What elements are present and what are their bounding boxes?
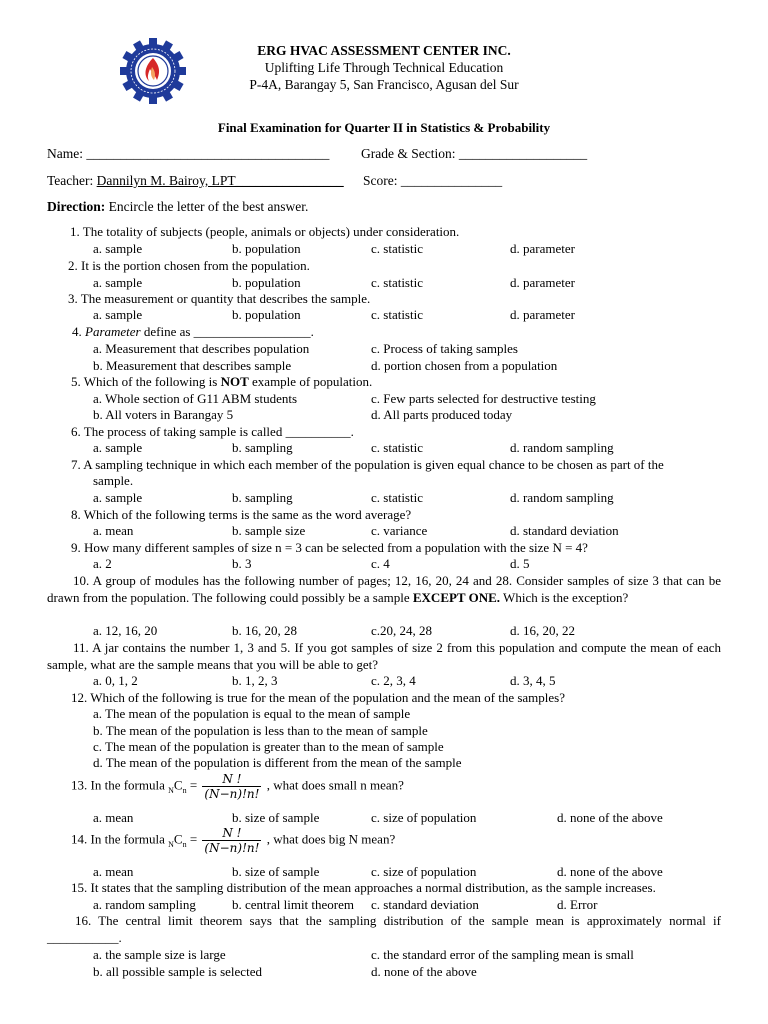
option[interactable]: c.20, 24, 28 bbox=[371, 623, 433, 638]
option[interactable]: c. size of population bbox=[371, 810, 477, 825]
option[interactable]: b. population bbox=[232, 241, 301, 256]
option[interactable]: d. parameter bbox=[510, 241, 575, 256]
question-2: 2. It is the portion chosen from the population. bbox=[68, 258, 310, 273]
combination-formula: $\frac{N !}{(N-n)!n!}$ bbox=[204, 772, 260, 801]
option[interactable]: a. sample bbox=[93, 440, 143, 455]
option[interactable]: b. central limit theorem bbox=[232, 897, 355, 912]
option[interactable]: c. Few parts selected for destructive testing bbox=[371, 391, 596, 406]
option[interactable]: b. all possible sample is selected bbox=[93, 964, 262, 979]
option[interactable]: b. 16, 20, 28 bbox=[232, 623, 297, 638]
option[interactable]: b. 3 bbox=[232, 556, 252, 571]
combination-formula: $\frac{N !}{(N-n)!n!}$ bbox=[204, 826, 260, 855]
options-4-row-2 bbox=[93, 358, 733, 375]
question-15: 15. It states that the sampling distribution of the mean approaches a normal distribution, as the sample increases. bbox=[71, 880, 656, 895]
option[interactable]: c. variance bbox=[371, 523, 428, 538]
options-5-row-2 bbox=[93, 407, 733, 424]
question-8: 8. Which of the following terms is the same as the word average? bbox=[71, 507, 412, 522]
question-12: 12. Which of the following is true for the mean of the population and the mean of the samples? bbox=[71, 690, 565, 705]
options-10 bbox=[93, 623, 733, 640]
question-5: 5. Which of the following is NOT example of population. bbox=[71, 374, 373, 389]
option[interactable]: b. population bbox=[232, 307, 301, 322]
option[interactable]: d. standard deviation bbox=[510, 523, 619, 538]
option[interactable]: c. the standard error of the sampling mean is small bbox=[371, 947, 634, 962]
organization-name: ERG HVAC ASSESSMENT CENTER INC. bbox=[257, 43, 511, 58]
address: P-4A, Barangay 5, San Francisco, Agusan del Sur bbox=[249, 77, 519, 92]
question-3: 3. The measurement or quantity that describes the sample. bbox=[68, 291, 371, 306]
option[interactable]: c. statistic bbox=[371, 241, 423, 256]
option[interactable]: d. 3, 4, 5 bbox=[510, 673, 556, 688]
question-1: 1. The totality of subjects (people, animals or objects) under consideration. bbox=[70, 224, 460, 239]
options-16-row-2 bbox=[93, 964, 733, 981]
direction-label: Direction: bbox=[47, 199, 106, 214]
options-11 bbox=[93, 673, 733, 690]
options-2 bbox=[93, 275, 733, 292]
option[interactable]: a. 2 bbox=[93, 556, 112, 571]
question-9: 9. How many different samples of size n = 3 can be selected from a population with the size N = 4? bbox=[71, 540, 588, 555]
teacher-label: Teacher: bbox=[47, 173, 94, 188]
letterhead bbox=[230, 42, 538, 93]
option[interactable]: b. sampling bbox=[232, 440, 293, 455]
option[interactable]: b. Measurement that describes sample bbox=[93, 358, 292, 373]
options-9 bbox=[93, 556, 733, 573]
option[interactable]: a. Whole section of G11 ABM students bbox=[93, 391, 298, 406]
option[interactable]: d. parameter bbox=[510, 275, 575, 290]
option[interactable]: c. standard deviation bbox=[371, 897, 479, 912]
option[interactable]: a. mean bbox=[93, 810, 134, 825]
option[interactable]: c. 4 bbox=[371, 556, 390, 571]
option[interactable]: d. random sampling bbox=[510, 490, 614, 505]
option[interactable]: a. The mean of the population is equal to the mean of sample bbox=[93, 706, 411, 721]
option[interactable]: c. size of population bbox=[371, 864, 477, 879]
tagline: Uplifting Life Through Technical Education bbox=[264, 60, 504, 75]
teacher-value: Dannilyn M. Bairoy, LPT________________ bbox=[96, 173, 344, 188]
option[interactable]: d. parameter bbox=[510, 307, 575, 322]
direction bbox=[47, 199, 308, 216]
question-7-cont: sample. bbox=[93, 473, 134, 488]
option[interactable]: b. All voters in Barangay 5 bbox=[93, 407, 234, 422]
option[interactable]: d. 5 bbox=[510, 556, 530, 571]
grade-section-field[interactable]: Grade & Section: ___________________ bbox=[361, 146, 588, 161]
option[interactable]: a. 0, 1, 2 bbox=[93, 673, 138, 688]
option[interactable]: c. statistic bbox=[371, 490, 423, 505]
options-6 bbox=[93, 440, 733, 457]
options-16-row-1 bbox=[93, 947, 733, 964]
exam-title: Final Examination for Quarter II in Statistics & Probability bbox=[217, 120, 551, 135]
option[interactable]: d. none of the above bbox=[371, 964, 477, 979]
school-logo-icon bbox=[120, 38, 186, 104]
option[interactable]: a. sample bbox=[93, 275, 143, 290]
option[interactable]: a. mean bbox=[93, 864, 134, 879]
question-4: 4. Parameter define as __________________. bbox=[72, 324, 314, 339]
name-field[interactable]: Name: ____________________________________ bbox=[47, 146, 330, 161]
option[interactable]: c. statistic bbox=[371, 440, 423, 455]
option[interactable]: b. sample size bbox=[232, 523, 306, 538]
option[interactable]: a. mean bbox=[93, 523, 134, 538]
option[interactable]: a. the sample size is large bbox=[93, 947, 226, 962]
option[interactable]: d. portion chosen from a population bbox=[371, 358, 558, 373]
option[interactable]: b. The mean of the population is less than to the mean of sample bbox=[93, 723, 428, 738]
option[interactable]: a. sample bbox=[93, 307, 143, 322]
question-14: 14. In the formula $_NC_n$ = $\frac{N !}{(N-n)!n!}$ , what does big N mean? bbox=[71, 826, 396, 855]
question-16: 16. The central limit theorem says that the sampling distribution of the sample mean is approximately normal if ___________. bbox=[47, 913, 721, 945]
option[interactable]: a. 12, 16, 20 bbox=[93, 623, 158, 638]
option[interactable]: c. statistic bbox=[371, 307, 423, 322]
option[interactable]: b. population bbox=[232, 275, 301, 290]
options-7 bbox=[93, 490, 733, 507]
option[interactable]: c. Process of taking samples bbox=[371, 341, 518, 356]
option[interactable]: b. size of sample bbox=[232, 810, 320, 825]
teacher-field bbox=[47, 173, 344, 190]
question-7: 7. A sampling technique in which each member of the population is given equal chance to be chosen as part of the bbox=[71, 457, 664, 472]
option[interactable]: d. Error bbox=[557, 897, 598, 912]
options-14 bbox=[93, 864, 733, 881]
question-11: 11. A jar contains the number 1, 3 and 5. If you got samples of size 2 from this population and compute the mean of each sample, what are the sample means that you will be able to get? bbox=[47, 640, 721, 672]
option[interactable]: a. sample bbox=[93, 490, 143, 505]
option[interactable]: a. Measurement that describes population bbox=[93, 341, 310, 356]
option[interactable]: c. 2, 3, 4 bbox=[371, 673, 416, 688]
options-1 bbox=[93, 241, 733, 258]
option[interactable]: b. 1, 2, 3 bbox=[232, 673, 278, 688]
option[interactable]: d. none of the above bbox=[557, 810, 663, 825]
options-13 bbox=[93, 810, 733, 827]
options-4-row-1 bbox=[93, 341, 733, 358]
option[interactable]: d. none of the above bbox=[557, 864, 663, 879]
direction-text: Encircle the letter of the best answer. bbox=[105, 199, 309, 214]
option[interactable]: a. random sampling bbox=[93, 897, 196, 912]
question-13: 13. In the formula $_NC_n$ = $\frac{N !}{(N-n)!n!}$ , what does small n mean? bbox=[71, 772, 404, 801]
option[interactable]: d. random sampling bbox=[510, 440, 614, 455]
score-field[interactable]: Score: _______________ bbox=[363, 173, 503, 188]
option[interactable]: d. All parts produced today bbox=[371, 407, 513, 422]
option[interactable]: c. The mean of the population is greater than to the mean of sample bbox=[93, 739, 444, 754]
question-6: 6. The process of taking sample is called __________. bbox=[71, 424, 354, 439]
option[interactable]: d. The mean of the population is different from the mean of the sample bbox=[93, 755, 462, 770]
options-8 bbox=[93, 523, 733, 540]
option[interactable]: d. 16, 20, 22 bbox=[510, 623, 575, 638]
options-3 bbox=[93, 307, 733, 324]
option[interactable]: c. statistic bbox=[371, 275, 423, 290]
option[interactable]: b. sampling bbox=[232, 490, 293, 505]
option[interactable]: a. sample bbox=[93, 241, 143, 256]
option[interactable]: b. size of sample bbox=[232, 864, 320, 879]
question-10: 10. A group of modules has the following number of pages; 12, 16, 20, 24 and 28. Consider samples of size 3 that can be drawn from the population. The following could possibly be a sample EXCEPT ONE. Which is the exception? bbox=[47, 573, 721, 605]
options-15 bbox=[93, 897, 733, 914]
options-5-row-1 bbox=[93, 391, 733, 408]
